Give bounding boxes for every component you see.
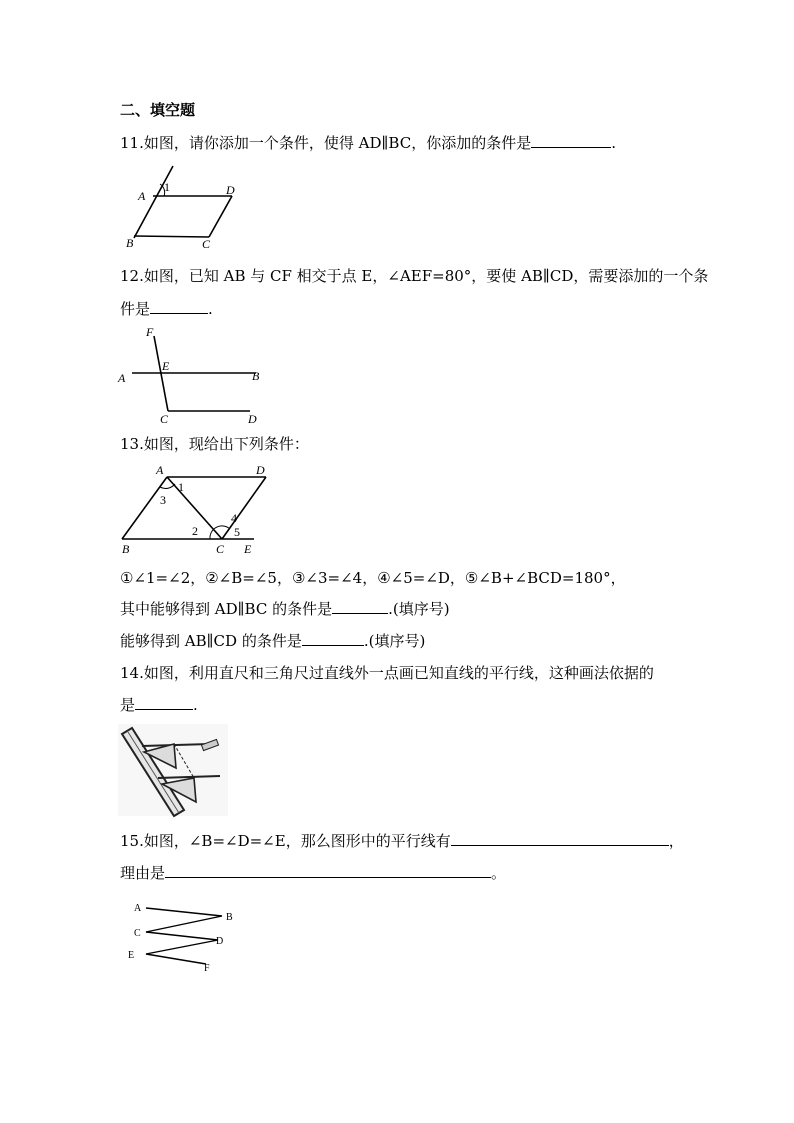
q11-line-bc (134, 236, 209, 237)
q15-figure (126, 898, 236, 976)
q12-period: . (208, 300, 213, 318)
q12-label-d: D (248, 412, 257, 426)
q12-answer-blank[interactable] (150, 298, 208, 314)
q12-figure (118, 326, 268, 426)
q12-line1: 12.如图，已知 AB 与 CF 相交于点 E，∠AEF=80°，要使 AB∥CD，需要添加的一个条 (120, 267, 709, 285)
q15-reason-blank[interactable] (165, 862, 491, 878)
q14-figure (118, 724, 228, 816)
q13-ad-bc-note: .(填序号) (388, 600, 450, 618)
q14-line2 (120, 694, 198, 715)
q15-parallel-blank[interactable] (451, 830, 669, 846)
q13-label-4: 4 (231, 511, 237, 525)
q13-label-1: 1 (178, 480, 184, 494)
q11-label-c: C (202, 237, 211, 251)
q13-ad-bc-blank[interactable] (332, 598, 388, 614)
q11-label-b: B (126, 236, 134, 250)
q13-label-d: D (256, 463, 265, 477)
q11-text (120, 132, 616, 153)
q14-line1: 14.如图，利用直尺和三角尺过直线外一点画已知直线的平行线，这种画法依据的 (120, 664, 654, 682)
q12-line2 (120, 298, 213, 319)
q15-label-a: A (134, 903, 142, 914)
q13-line-ab (122, 477, 167, 539)
q11-period: . (611, 134, 616, 152)
q15-prompt: 15.如图，∠B=∠D=∠E，那么图形中的平行线有 (120, 832, 451, 850)
q12-label-a: A (118, 371, 126, 385)
q15-label-e: E (128, 950, 135, 961)
q13-ab-cd-prompt: 能够得到 AB∥CD 的条件是 (120, 632, 302, 650)
q11-label-d: D (226, 183, 235, 197)
q11-figure (120, 160, 250, 250)
q15-label-c: C (134, 928, 141, 939)
q14-period: . (193, 696, 198, 714)
q12-label-e: E (162, 359, 170, 373)
q11-label-1: 1 (164, 180, 170, 194)
q11-label-a: A (138, 189, 146, 203)
q15-label-d: D (216, 936, 224, 947)
q13-ab-cd-note: .(填序号) (363, 632, 426, 650)
q15-line2 (120, 862, 506, 883)
q12-label-f: F (146, 325, 154, 339)
q13-line-dc (222, 477, 266, 539)
q13-label-2: 2 (192, 524, 198, 538)
q12-label-b: B (252, 369, 260, 383)
q13-figure (118, 460, 278, 560)
q14-prompt: 是 (120, 696, 136, 714)
q14-answer-blank[interactable] (135, 694, 193, 710)
q11-prompt: 11.如图，请你添加一个条件，使得 AD∥BC，你添加的条件是 (120, 134, 532, 152)
q15-period: 。 (491, 864, 507, 882)
q12-label-c: C (160, 412, 169, 426)
q11-line-dc (209, 196, 232, 237)
q15-label-f: F (204, 963, 210, 974)
section-title: 二、填空题 (120, 101, 196, 119)
q13-ab-cd-line (120, 630, 425, 651)
q13-label-c: C (216, 542, 225, 556)
q12-prompt: 件是 (120, 300, 151, 318)
q13-label-a: A (156, 463, 164, 477)
q11-answer-blank[interactable] (531, 132, 611, 148)
q13-label-e: E (244, 542, 252, 556)
q15-line1 (120, 830, 684, 851)
q13-conditions: ①∠1=∠2，②∠B=∠5，③∠3=∠4，④∠5=∠D，⑤∠B+∠BCD=180°， (120, 569, 626, 587)
q15-comma: ， (668, 832, 684, 850)
q13-ad-bc-prompt: 其中能够得到 AD∥BC 的条件是 (120, 600, 333, 618)
q13-label-b: B (122, 542, 130, 556)
q15-reason-prompt: 理由是 (120, 864, 166, 882)
q13-ab-cd-blank[interactable] (302, 630, 364, 646)
q13-label-3: 3 (160, 493, 166, 507)
q15-label-b: B (226, 912, 233, 923)
q13-intro: 13.如图，现给出下列条件： (120, 435, 309, 453)
q13-label-5: 5 (234, 525, 240, 539)
q15-zigzag (146, 908, 222, 964)
q13-ad-bc-line (120, 598, 450, 619)
